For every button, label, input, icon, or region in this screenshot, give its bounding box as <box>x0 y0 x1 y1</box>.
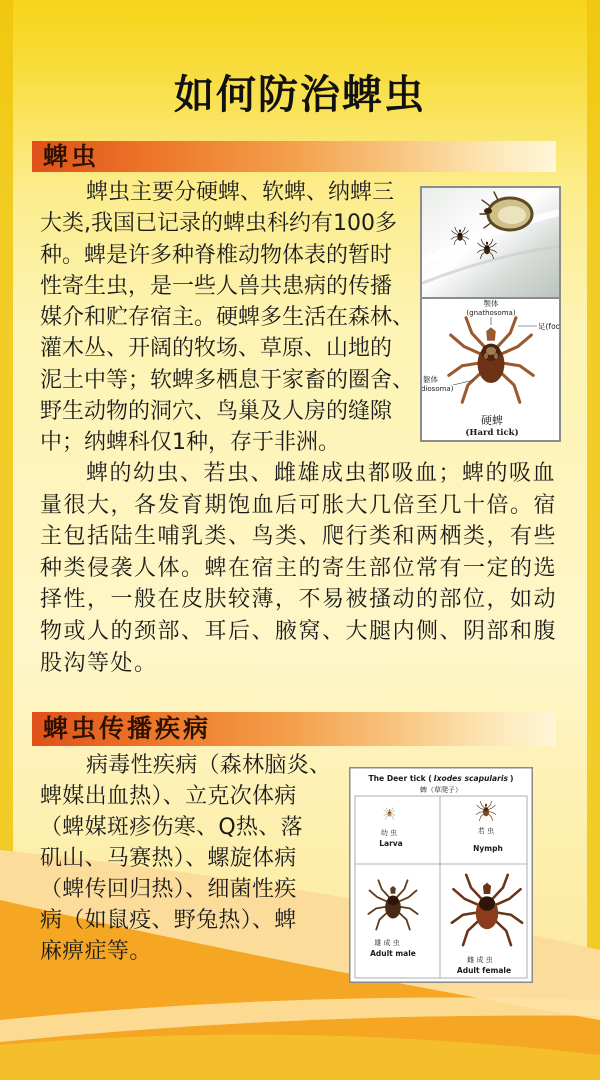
paragraph-tick-feeding <box>40 458 557 679</box>
paragraph-line: 主包括陆生哺乳类、鸟类、爬行类和两栖类，有些 <box>40 524 558 550</box>
section-heading-diseases: 蜱虫传播疾病 <box>43 714 212 743</box>
paragraph-line: 择性，一般在皮肤较薄，不易被搔动的部位，如动 <box>40 587 558 613</box>
stage-label-en: Larva <box>379 839 403 848</box>
stage-label-cn: 雄 成 虫 <box>374 939 400 947</box>
foot-label: 足(foo <box>538 322 561 331</box>
deer-tick-stages-figure <box>349 767 533 983</box>
paragraph-line: 病（如鼠疫、野兔热）、蜱 <box>40 908 297 933</box>
stage-label-cn: 雌 成 虫 <box>467 956 493 964</box>
stage-label-en: Nymph <box>473 844 503 853</box>
paragraph-line: 中；纳蜱科仅1种，存于非洲。 <box>40 430 340 456</box>
hard-tick-figure <box>420 186 561 442</box>
deer-tick-figure-title: The Deer tick ( Ixodes scapularis ) <box>368 774 514 783</box>
section-heading-ticks: 蜱虫 <box>43 142 100 171</box>
deer-tick-figure-subtitle: 蜱（草爬子） <box>420 786 462 794</box>
paragraph-line: 矶山、马赛热）、螺旋体病 <box>40 846 297 871</box>
paragraph-line: 种类侵袭人体。蜱在宿主的寄生部位常有一定的选 <box>40 555 558 581</box>
paragraph-line: 灌木丛、开阔的牧场、草原、山地的 <box>40 336 393 362</box>
paragraph-line: 泥土中等；软蜱多栖息于家畜的圈舍、 <box>40 367 415 393</box>
paragraph-tick-types <box>40 177 414 459</box>
hard-tick-caption-en: (Hard tick) <box>465 428 519 438</box>
paragraph-line: 大类,我国已记录的蜱虫科约有100多 <box>40 211 397 237</box>
paragraph-line: 股沟等处。 <box>40 650 158 676</box>
idiosoma-label-cn: 躯体 <box>423 375 438 384</box>
stage-label-en: Adult male <box>370 949 416 958</box>
hard-tick-caption-cn: 硬蜱 <box>481 414 503 427</box>
tick-photo <box>420 187 561 297</box>
paragraph-line: 病毒性疾病（森林脑炎、 <box>86 753 332 778</box>
paragraph-line: 蜱媒出血热）、立克次体病 <box>40 784 297 809</box>
paragraph-line: （蜱传回归热）、细菌性疾 <box>40 877 297 902</box>
paragraph-line: 蜱的幼虫、若虫、雌雄成虫都吸血；蜱的吸血 <box>86 461 557 486</box>
paragraph-diseases <box>40 750 331 967</box>
stage-label-en: Adult female <box>456 966 512 975</box>
paragraph-line: （蜱媒斑疹伤寒、Q热、落 <box>40 815 303 840</box>
stage-label-cn: 幼 虫 <box>380 829 398 837</box>
paragraph-line: 物或人的颈部、耳后、腋窝、大腿内侧、阴部和腹 <box>40 618 558 644</box>
gnathosoma-label-cn: 颚体 <box>483 299 499 308</box>
paragraph-line: 性寄生虫，是一些人兽共患病的传播 <box>40 273 393 299</box>
paragraph-line: 麻痹症等。 <box>40 939 152 964</box>
section-heading-bar-ticks <box>32 141 556 172</box>
gnathosoma-label-en: (gnathosoma) <box>466 309 516 317</box>
poster-title: 如何防治蜱虫 <box>174 72 426 118</box>
stage-label-cn: 若 虫 <box>477 827 495 835</box>
paragraph-line: 量很大，各发育期饱血后可胀大几倍至几十倍。宿 <box>40 492 558 518</box>
paragraph-line: 媒介和贮存宿主。硬蜱多生活在森林、 <box>40 305 415 331</box>
paragraph-line: 蜱虫主要分硬蜱、软蜱、纳蜱三 <box>86 180 395 205</box>
paragraph-line: 种。蜱是许多种脊椎动物体表的暂时 <box>40 242 393 268</box>
paragraph-line: 野生动物的洞穴、鸟巢及人房的缝隙 <box>40 399 393 425</box>
right-edge-stripe <box>587 0 600 1080</box>
idiosoma-label-en: diosoma) <box>421 385 454 393</box>
